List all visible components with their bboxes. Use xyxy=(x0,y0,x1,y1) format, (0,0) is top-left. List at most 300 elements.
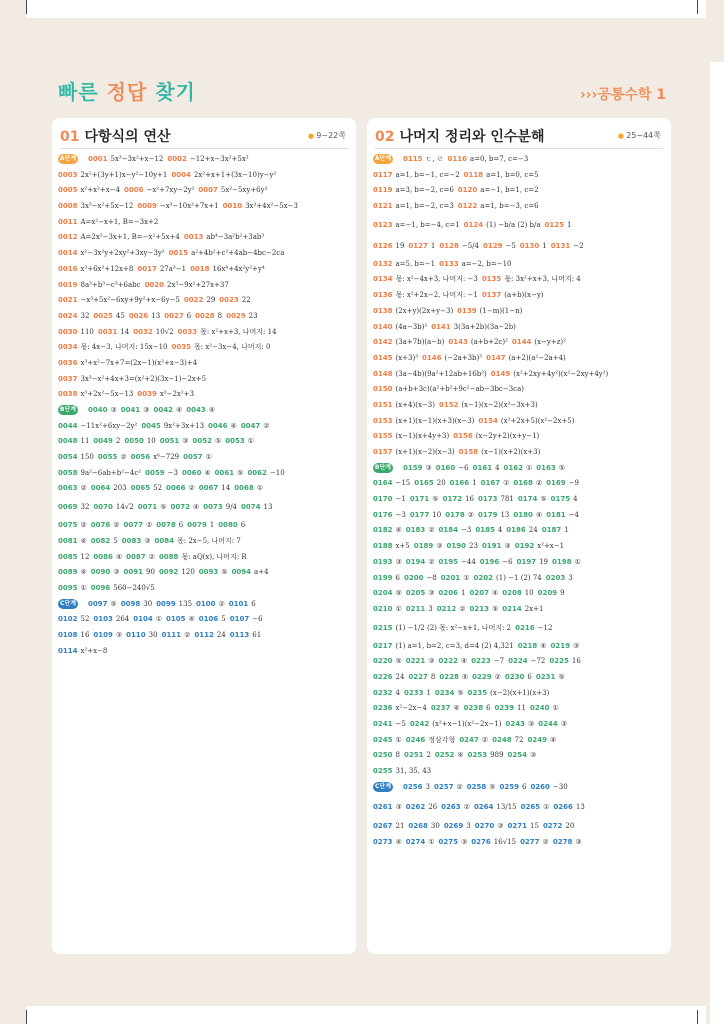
answer-row xyxy=(373,320,669,336)
problem-number: 0093 xyxy=(198,568,219,577)
problem-number: 0236 xyxy=(373,704,393,713)
problem-number: 0161 xyxy=(472,463,493,472)
answer-value: 2 xyxy=(115,437,121,446)
answer-value: 23 xyxy=(248,311,258,320)
answer-row xyxy=(373,445,669,461)
answer-row xyxy=(58,403,354,419)
answer-value: −7 xyxy=(493,657,505,666)
answer-item xyxy=(431,320,516,336)
problem-number: 0159 xyxy=(403,463,423,472)
problem-number: 0175 xyxy=(550,495,571,504)
answer-value: ① xyxy=(395,604,402,613)
problem-number: 0065 xyxy=(130,484,151,493)
answer-value: 61 xyxy=(252,630,262,639)
answer-value: (a+b+3c)(a²+b²+9c²−ab−3bc−3ca) xyxy=(395,385,524,394)
answer-value: −2 xyxy=(573,241,584,250)
answer-item xyxy=(373,492,406,508)
answer-value: 16 xyxy=(571,657,581,666)
answer-value: x³+2x²−5x−13 xyxy=(80,390,134,399)
problem-number: 0195 xyxy=(438,557,459,566)
answer-value: a=5, b=−1 xyxy=(395,259,436,268)
answer-value: 24 xyxy=(216,630,226,639)
answer-item xyxy=(373,748,400,764)
answer-item xyxy=(469,602,498,618)
answer-value: ③ xyxy=(395,557,402,566)
answer-value: ② xyxy=(459,604,466,613)
problem-number: 0019 xyxy=(58,280,78,289)
problem-number: 0126 xyxy=(373,241,393,250)
problem-number: 0187 xyxy=(541,526,562,535)
answer-value: 135 xyxy=(178,599,193,608)
problem-number: 0121 xyxy=(373,202,393,211)
answer-item xyxy=(225,434,254,450)
answer-item xyxy=(410,717,502,733)
answer-value: 5x²−5xy+6y² xyxy=(220,186,268,195)
answer-row xyxy=(58,183,354,199)
problem-number: 0013 xyxy=(183,233,204,242)
problem-number: 0039 xyxy=(137,390,157,399)
answer-value: 9 xyxy=(560,589,565,598)
answer-value: (x+1)(x−2)(x−3) xyxy=(395,448,455,456)
answer-value: (a+2)(a²−2a+4) xyxy=(508,353,566,362)
answer-item xyxy=(373,795,402,819)
answer-row xyxy=(373,199,669,215)
problem-number: 0138 xyxy=(373,306,393,315)
problem-number: 0247 xyxy=(459,735,479,744)
answer-item xyxy=(91,518,120,534)
answer-item xyxy=(230,628,261,644)
answer-row xyxy=(58,612,354,628)
answer-row xyxy=(58,199,354,215)
problem-number: 0278 xyxy=(552,838,573,847)
answer-item xyxy=(126,628,157,644)
answer-value: 30 xyxy=(430,822,440,831)
answer-value: 2x²+(3y+1)x−y²−10y+1 xyxy=(80,170,168,179)
answer-item xyxy=(91,565,120,581)
answer-row xyxy=(58,152,354,168)
problem-number: 0003 xyxy=(58,170,78,179)
problem-number: 0244 xyxy=(538,720,558,728)
problem-number: 0071 xyxy=(137,503,158,512)
answer-row xyxy=(373,429,669,445)
answer-row xyxy=(373,819,669,835)
answer-item xyxy=(434,780,463,796)
problem-number: 0239 xyxy=(494,704,515,713)
answer-value: a=1, b=−1, c=−2 xyxy=(395,170,460,179)
answer-item xyxy=(129,309,160,325)
answer-value: ① xyxy=(503,479,510,488)
answer-item xyxy=(91,581,155,597)
answer-item xyxy=(549,654,580,670)
answer-value: (a+b)(x−y) xyxy=(504,291,544,300)
answer-value: 30 xyxy=(143,599,153,608)
answer-value: 몫: aQ(x), 나머지: R xyxy=(181,552,247,561)
problem-number: 0214 xyxy=(502,604,522,613)
answer-item xyxy=(156,597,192,613)
answer-item xyxy=(458,183,539,199)
answer-value: 20 xyxy=(565,822,575,831)
answer-value: ③ xyxy=(527,720,535,728)
answer-value: ③ xyxy=(436,542,443,551)
answer-item xyxy=(164,309,191,325)
answer-value: 정삼각형 xyxy=(428,735,456,744)
answer-value: 13 xyxy=(263,503,273,512)
answer-item xyxy=(373,304,453,320)
problem-number: 0021 xyxy=(58,296,78,305)
problem-number: 0208 xyxy=(502,589,522,598)
problem-number: 0099 xyxy=(156,599,176,608)
problem-number: 0051 xyxy=(159,437,180,446)
answer-value: −15 xyxy=(395,479,411,488)
answer-value: A=2x²−3x+1, B=−x²+5x+4 xyxy=(80,233,180,242)
answer-item xyxy=(373,602,402,618)
answer-value: 23 xyxy=(469,542,478,551)
section-panel-01 xyxy=(52,118,356,954)
answer-item xyxy=(178,325,277,341)
answer-value: 3 xyxy=(428,604,433,613)
answer-value: (1) −b/a (2) b/a xyxy=(486,220,541,229)
answer-item xyxy=(58,565,87,581)
problem-number: 0022 xyxy=(183,296,204,305)
answer-value: 781 xyxy=(500,495,514,504)
answer-value: −6 xyxy=(458,463,469,472)
problem-number: 0241 xyxy=(373,720,393,728)
answer-value: (3a−4b)(9a²+12ab+16b²) xyxy=(395,369,487,378)
answer-item xyxy=(373,819,404,835)
answer-value: 4 xyxy=(497,526,503,535)
problem-number: 0030 xyxy=(58,327,78,336)
answer-value: ④ xyxy=(457,751,464,760)
answer-item xyxy=(478,508,509,524)
answer-value: 1 xyxy=(542,241,547,250)
answer-item xyxy=(373,733,402,749)
problem-number: 0207 xyxy=(469,589,489,598)
answer-value: a=−1, b=1, c=2 xyxy=(480,186,539,195)
problem-number: 0157 xyxy=(373,448,393,456)
answer-value: 11 xyxy=(80,437,90,446)
answer-item xyxy=(58,387,133,403)
problem-number: 0276 xyxy=(471,838,491,847)
answer-item xyxy=(58,340,168,356)
answer-item xyxy=(538,586,565,602)
problem-number: 0010 xyxy=(222,202,243,211)
answer-item xyxy=(508,748,537,764)
answer-item xyxy=(450,476,477,492)
page-bottom-margin xyxy=(26,1006,706,1024)
answer-value: 3x³+4x²−5x−3 xyxy=(245,202,298,211)
answer-item xyxy=(439,555,476,571)
answer-item xyxy=(527,733,556,749)
problem-number: 0233 xyxy=(403,688,424,697)
answer-item xyxy=(229,597,256,613)
answer-item xyxy=(122,534,151,550)
problem-number: 0034 xyxy=(58,343,78,352)
answer-item xyxy=(154,403,183,419)
answer-item xyxy=(515,539,564,555)
problem-number: 0101 xyxy=(228,599,249,608)
answer-row xyxy=(373,351,669,367)
answer-value: ⑤ xyxy=(395,657,402,666)
answer-item xyxy=(483,236,516,257)
problem-number: 0032 xyxy=(133,327,153,336)
problem-number: 0182 xyxy=(373,526,393,535)
answer-item xyxy=(145,278,229,294)
answer-value: ④ xyxy=(540,641,547,650)
answer-value: 6 xyxy=(178,521,184,530)
answer-row xyxy=(373,795,669,819)
divider xyxy=(60,148,348,149)
answer-value: 24 xyxy=(528,526,538,535)
answer-value: ① xyxy=(205,453,212,462)
answer-value: x²+x²+x−4 xyxy=(80,186,120,195)
problem-number: 0148 xyxy=(373,369,393,378)
answer-value: 몫: 3x²+x+3, 나머지: 4 xyxy=(504,275,581,284)
answer-item xyxy=(58,309,89,325)
problem-number: 0020 xyxy=(144,280,165,289)
problem-number: 0183 xyxy=(405,526,426,535)
answer-item xyxy=(98,450,127,466)
problem-number: 0072 xyxy=(170,503,190,512)
answer-row xyxy=(373,835,669,851)
answer-value: 몫: x²+x+3, 나머지: 14 xyxy=(200,327,277,336)
answer-value: (x+1)(x−1)(x+3)(x−3) xyxy=(395,416,475,425)
problem-number: 0156 xyxy=(453,432,473,441)
problem-number: 0140 xyxy=(373,322,393,331)
problem-number: 0097 xyxy=(88,599,108,608)
problem-number: 0049 xyxy=(93,437,113,446)
answer-item xyxy=(448,335,508,351)
answer-item xyxy=(121,597,152,613)
answer-item xyxy=(58,372,206,388)
problem-number: 0095 xyxy=(58,583,78,592)
title-part-1: 빠른 xyxy=(58,80,99,104)
answer-value: 22 xyxy=(241,296,251,305)
answer-item xyxy=(159,565,195,581)
answer-value: (x−1)(x−2)(x²−3x+3) xyxy=(461,400,538,409)
problem-number: 0216 xyxy=(515,623,535,632)
answer-item xyxy=(184,230,264,246)
answer-value: ④ xyxy=(115,552,123,561)
answer-value: 1 xyxy=(430,241,436,250)
answer-item xyxy=(169,246,285,262)
answer-item xyxy=(410,508,441,524)
problem-number: 0219 xyxy=(550,641,570,650)
problem-number: 0110 xyxy=(126,630,146,639)
answer-value: ⑤ xyxy=(461,672,469,681)
answer-value: 26 xyxy=(428,803,438,812)
answer-item xyxy=(373,215,460,236)
answer-value: ① xyxy=(247,437,255,446)
problem-number: 0222 xyxy=(438,657,459,666)
problem-number: 0152 xyxy=(438,400,459,409)
answer-value: −5/4 xyxy=(461,241,479,250)
answer-row xyxy=(58,581,354,597)
answer-row xyxy=(58,387,354,403)
answer-value: 9/4 xyxy=(225,503,237,512)
next-page-edge xyxy=(710,62,724,1024)
answer-value: 20 xyxy=(436,479,446,488)
answer-value: ① xyxy=(574,557,581,566)
problem-number: 0200 xyxy=(403,573,424,582)
problem-number: 0273 xyxy=(373,838,393,847)
answer-item xyxy=(133,612,162,628)
answer-value: ② xyxy=(113,521,120,530)
answer-value: ② xyxy=(188,484,195,493)
answer-value: ③ xyxy=(113,568,120,577)
problem-number: 0235 xyxy=(467,688,488,697)
answer-item xyxy=(373,654,402,670)
problem-number: 0087 xyxy=(126,552,146,561)
answer-row xyxy=(373,748,669,764)
answer-item xyxy=(373,257,435,273)
answer-item xyxy=(439,523,472,539)
answer-item xyxy=(162,628,191,644)
answer-item xyxy=(171,168,276,184)
answer-item xyxy=(373,586,402,602)
answer-item xyxy=(459,733,488,749)
problem-number: 0004 xyxy=(171,170,191,179)
answer-item xyxy=(478,414,574,430)
answer-value: −3 xyxy=(395,510,406,519)
answer-row xyxy=(373,183,669,199)
answer-row xyxy=(58,466,354,482)
answer-item xyxy=(403,780,430,796)
answer-item xyxy=(156,518,183,534)
answer-item xyxy=(536,461,565,477)
answer-item xyxy=(373,764,431,780)
answer-value: ③ xyxy=(504,542,511,551)
problem-number: 0245 xyxy=(373,735,393,744)
problem-number: 0224 xyxy=(508,657,528,666)
answer-value: 1 xyxy=(567,220,572,229)
answer-item xyxy=(373,272,478,288)
answer-item xyxy=(93,497,133,518)
answer-item xyxy=(439,586,466,602)
problem-number: 0134 xyxy=(373,275,393,284)
answer-row xyxy=(58,534,354,550)
answer-row xyxy=(373,492,669,508)
answer-row xyxy=(373,257,669,273)
step-badge-b: B단계 xyxy=(59,406,77,413)
answer-value: 19 xyxy=(395,241,405,250)
answer-item xyxy=(121,403,150,419)
answer-value: ③ xyxy=(182,437,189,446)
problem-number: 0007 xyxy=(198,186,218,195)
problem-number: 0009 xyxy=(137,202,157,211)
answer-item xyxy=(373,717,406,733)
answer-value: ④ xyxy=(176,406,183,414)
answer-value: ② xyxy=(542,838,549,847)
problem-number: 0081 xyxy=(58,536,78,545)
problem-number: 0083 xyxy=(121,536,142,545)
problem-number: 0068 xyxy=(234,484,254,493)
problem-number: 0098 xyxy=(120,599,141,608)
answer-row xyxy=(58,550,354,566)
answer-item xyxy=(512,335,566,351)
answer-value: ③ xyxy=(115,630,123,639)
answer-item xyxy=(530,780,567,796)
answer-item xyxy=(373,288,478,304)
answer-item xyxy=(542,523,569,539)
problem-number: 0123 xyxy=(373,220,393,229)
problem-number: 0040 xyxy=(88,406,108,414)
problem-number: 0061 xyxy=(214,468,235,477)
answer-item xyxy=(478,492,514,508)
answer-item xyxy=(373,414,474,430)
answer-row xyxy=(373,398,669,414)
answer-row xyxy=(58,278,354,294)
problem-number: 0074 xyxy=(241,503,261,512)
problem-number: 0150 xyxy=(373,385,393,394)
answer-item xyxy=(480,555,513,571)
answer-item xyxy=(439,835,468,851)
problem-number: 0025 xyxy=(93,311,113,320)
answer-value: (1−m)(1−n) xyxy=(479,306,523,315)
problem-number: 0113 xyxy=(229,630,250,639)
answer-item xyxy=(403,461,432,477)
answer-value: 2x²+x+1+(3x−10)y−y² xyxy=(193,170,277,179)
answer-item xyxy=(195,309,222,325)
answer-item xyxy=(373,320,427,336)
answer-value: ② xyxy=(146,521,153,530)
answer-item xyxy=(208,419,237,435)
problem-number: 0062 xyxy=(247,468,267,477)
problem-number: 0124 xyxy=(463,220,484,229)
answer-item xyxy=(508,819,539,835)
answer-value: −8 xyxy=(426,573,437,582)
answer-item xyxy=(373,445,455,461)
problem-number: 0073 xyxy=(203,503,223,512)
answer-value: ⑤ xyxy=(540,495,547,504)
answer-row xyxy=(58,644,354,660)
answer-item xyxy=(505,717,534,733)
problem-number: 0055 xyxy=(97,453,118,462)
problem-number: 0018 xyxy=(190,264,210,273)
answer-row xyxy=(373,168,669,184)
answer-value: ⑤ xyxy=(237,468,244,477)
answer-value: 45 xyxy=(115,311,125,320)
section-panel-02 xyxy=(367,118,671,954)
answer-item xyxy=(373,398,435,414)
answer-item xyxy=(182,466,211,482)
answer-value: x²+x−8 xyxy=(80,646,108,655)
answer-value: ④ xyxy=(549,735,557,744)
answer-item xyxy=(552,555,581,571)
answer-item xyxy=(439,398,538,414)
answer-item xyxy=(373,618,511,639)
problem-number: 0054 xyxy=(58,453,78,462)
problem-number: 0188 xyxy=(373,542,393,551)
answer-row xyxy=(373,654,669,670)
problem-number: 0154 xyxy=(478,416,498,425)
problem-number: 0038 xyxy=(58,390,78,399)
answer-value: x³+6x²+12x+8 xyxy=(80,264,134,273)
answer-item xyxy=(219,293,250,309)
answer-value: 32 xyxy=(80,503,90,512)
answer-row xyxy=(58,325,354,341)
problem-number: 0196 xyxy=(479,557,500,566)
problem-number: 0277 xyxy=(520,838,540,847)
problem-number: 0016 xyxy=(58,264,78,273)
answer-value: ② xyxy=(481,735,489,744)
problem-number: 0255 xyxy=(373,767,393,776)
answer-item xyxy=(241,497,272,518)
answer-value: 16√15 xyxy=(493,838,517,847)
answer-value: 72 xyxy=(514,735,524,744)
answer-item xyxy=(58,183,120,199)
problem-number: 0092 xyxy=(158,568,179,577)
answer-item xyxy=(543,819,574,835)
